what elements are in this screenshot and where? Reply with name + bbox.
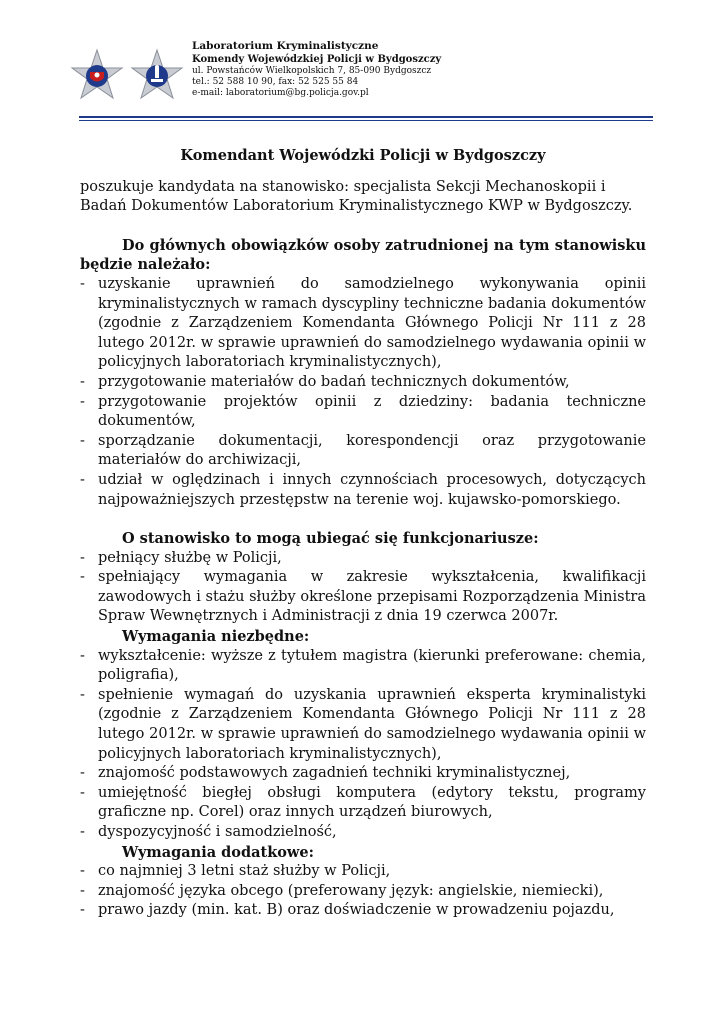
list-item: - umiejętność biegłej obsługi komputera (edytory tekstu, programy graficzne np. Corel) oraz innych urządzeń biurowych, (80, 784, 646, 823)
required-list (80, 647, 646, 843)
list-item: - przygotowanie projektów opinii z dziedziny: badania techniczne dokumentów, (80, 393, 646, 432)
list-item: - przygotowanie materiałów do badań technicznych dokumentów, (80, 373, 646, 393)
duties-heading: Do głównych obowiązków osoby zatrudnionej na tym stanowisku będzie należało: (80, 236, 646, 274)
list-item: - co najmniej 3 letni staż służby w Policji, (80, 862, 646, 882)
list-item: - spełniający wymagania w zakresie wykształcenia, kwalifikacji zawodowych i stażu służby określone przepisami Rozporządzenia Ministra Spraw Wewnętrznych i Administracji z dnia 19 czerwca 2007r. (80, 568, 646, 627)
additional-heading: Wymagania dodatkowe: (122, 843, 314, 861)
lab-star-badge-icon (128, 48, 186, 106)
list-item: - prawo jazdy (min. kat. B) oraz doświadczenie w prowadzeniu pojazdu, (80, 901, 646, 921)
logos (68, 48, 186, 108)
header-rule-thick (79, 116, 653, 118)
additional-list (80, 862, 646, 921)
list-item: - znajomość podstawowych zagadnień techniki kryminalistycznej, (80, 764, 646, 784)
document-body (80, 140, 646, 921)
eligibility-list (80, 549, 646, 627)
letterhead-text (192, 40, 652, 99)
org-email: e-mail: laboratorium@bg.policja.gov.pl (192, 88, 369, 98)
header-rule-thin (79, 120, 653, 121)
required-heading: Wymagania niezbędne: (122, 628, 310, 646)
list-item: - spełnienie wymagań do uzyskania uprawnień eksperta kryminalistyki (zgodnie z Zarządzeniem Komendanta Głównego Policji Nr 111 z 28 lutego 2012r. w sprawie uprawnień do samodzielnego wydawania opinii w policyjnych laboratoriach kryminalistycznych), (80, 686, 646, 764)
list-item: - wykształcenie: wyższe z tytułem magistra (kierunki preferowane: chemia, poligrafia), (80, 647, 646, 686)
police-star-badge-icon (68, 48, 126, 106)
duties-list (80, 275, 646, 510)
list-item: - pełniący służbę w Policji, (80, 549, 646, 569)
list-item: - dyspozycyjność i samodzielność, (80, 823, 646, 843)
letterhead (68, 38, 668, 118)
list-item: - udział w oględzinach i innych czynnościach procesowych, dotyczących najpoważniejszych przestępstw na terenie woj. kujawsko-pomorskiego. (80, 471, 646, 510)
org-name: Laboratorium Kryminalistyczne (192, 40, 379, 52)
eligibility-heading: O stanowisko to mogą ubiegać się funkcjonariusze: (122, 530, 539, 548)
list-item: - uzyskanie uprawnień do samodzielnego wykonywania opinii kryminalistycznych w ramach dyscypliny techniczne badania dokumentów (zgodnie z Zarządzeniem Komendanta Głównego Policji Nr 111 z 28 lutego 2012r. w sprawie uprawnień do samodzielnego wydawania opinii w policyjnych laboratoriach kryminalistycznych), (80, 275, 646, 373)
org-phone: tel.: 52 588 10 90, fax: 52 525 55 84 (192, 77, 359, 87)
intro-paragraph: poszukuje kandydata na stanowisko: specjalista Sekcji Mechanoskopii i Badań Dokumentów Laboratorium Kryminalistycznego KWP w Bydgoszczy. (80, 178, 633, 215)
list-item: - sporządzanie dokumentacji, korespondencji oraz przygotowanie materiałów do archiwizacji, (80, 432, 646, 471)
org-address: ul. Powstańców Wielkopolskich 7, 85-090 Bydgoszcz (192, 66, 432, 76)
org-unit: Komendy Wojewódzkiej Policji w Bydgoszczy (192, 54, 442, 65)
document-title: Komendant Wojewódzki Policji w Bydgoszczy (180, 147, 546, 164)
list-item: - znajomość języka obcego (preferowany język: angielskie, niemiecki), (80, 882, 646, 902)
